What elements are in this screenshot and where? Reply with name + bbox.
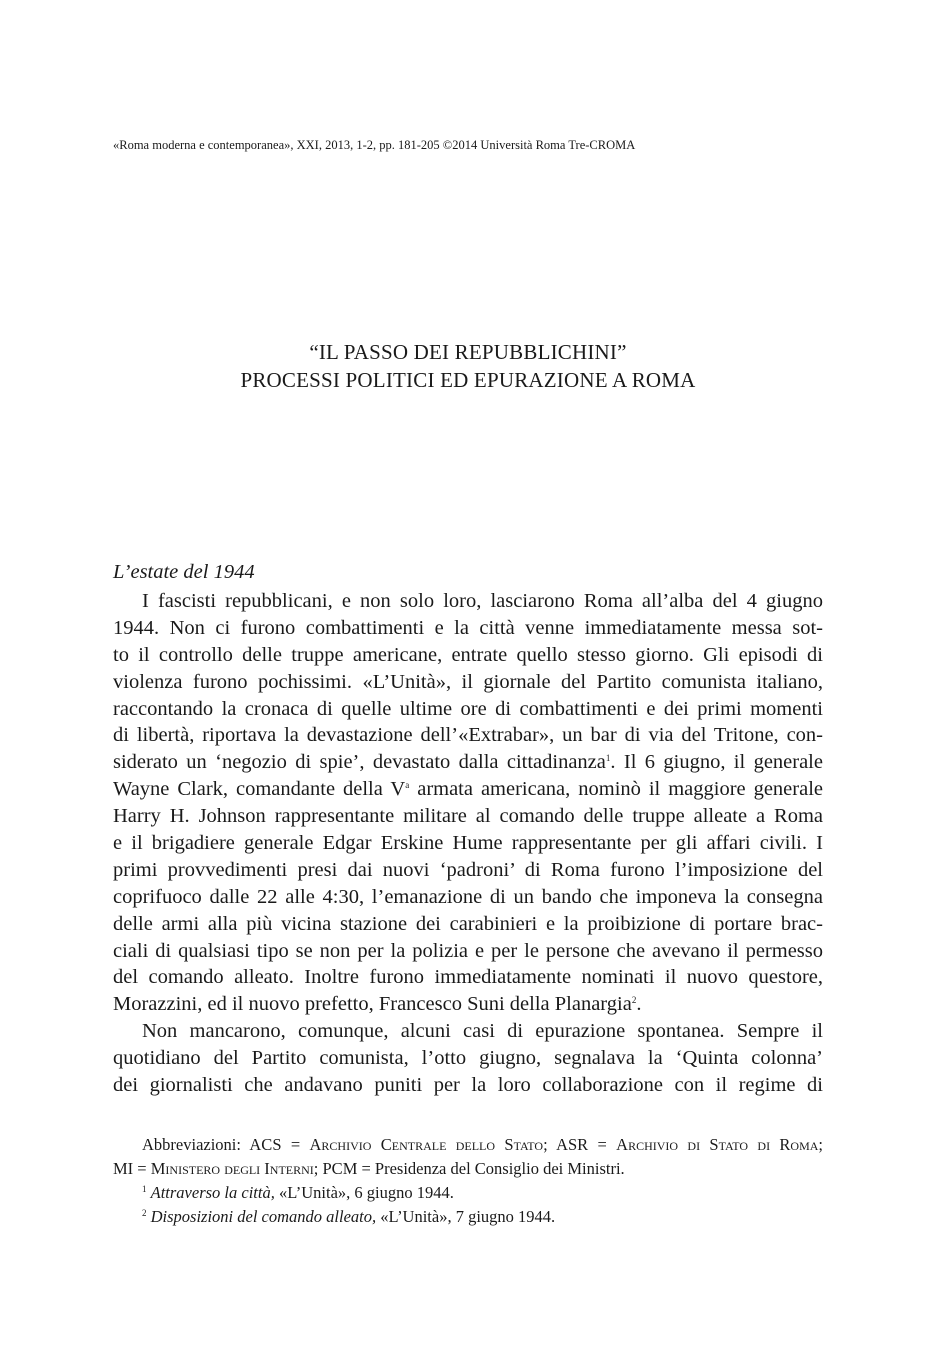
note-text: Abbreviazioni: ACS = (142, 1135, 310, 1154)
text-segment: Morazzini, ed il nuovo prefetto, Francesco Suni della Planargia (113, 993, 632, 1016)
footnote-number: 2 (142, 1208, 147, 1218)
text-line (113, 991, 823, 1018)
note-text: ; PCM = Presidenza del Consiglio dei Ministri. (313, 1159, 625, 1178)
text-line: e il brigadiere generale Edgar Erskine Hume rappresentante per gli affari civili. I (113, 832, 823, 855)
note-text: MI = (113, 1159, 151, 1178)
note-text: Archivio Centrale dello Stato (309, 1135, 544, 1154)
title-line-1: “IL PASSO DEI REPUBBLICHINI” (309, 340, 627, 364)
text-line: ciali di qualsiasi tipo se non per la polizia e per le persone che avevano il permesso (113, 939, 823, 962)
footnotes (113, 1133, 823, 1229)
ordinal-superscript: a (405, 780, 410, 791)
article-title (113, 338, 823, 394)
footnote-title: Attraverso la città, (150, 1183, 275, 1202)
note-text: Archivio di Stato di Roma (616, 1135, 819, 1154)
abbreviations-note-cont (113, 1157, 823, 1181)
note-text: Ministero degli Interni (150, 1159, 314, 1178)
text-line: delle armi alla più vicina stazione dei carabinieri e la proibizione di portare brac- (113, 912, 823, 935)
text-line: violenza furono pochissimi. «L’Unità», il giornale del Partito comunista italiano, (113, 670, 823, 693)
text-line: to il controllo delle truppe americane, entrate quello stesso giorno. Gli episodi di (113, 643, 823, 666)
footnote-2 (113, 1205, 823, 1229)
title-line-2: PROCESSI POLITICI ED EPURAZIONE A ROMA (240, 368, 696, 392)
text-line: Non mancarono, comunque, alcuni casi di epurazione spontanea. Sempre il (142, 1020, 823, 1043)
text-line: raccontando la cronaca di quelle ultime ore di combattimenti e dei primi momenti (113, 697, 823, 720)
note-text: ; (818, 1135, 824, 1154)
journal-citation: «Roma moderna e contemporanea», XXI, 2013, 1-2, pp. 181-205 ©2014 Università Roma Tre-CROMA (113, 138, 636, 152)
text-line (113, 776, 823, 803)
note-text: «L’Unità», 7 giugno 1944. (376, 1207, 556, 1226)
footnote-1 (113, 1181, 823, 1205)
text-line: 1944. Non ci furono combattimenti e la città venne immediatamente messa sot- (113, 616, 823, 639)
footnote-number: 1 (142, 1184, 147, 1194)
text-line: I fascisti repubblicani, e non solo loro, lasciarono Roma all’alba del 4 giugno (142, 590, 823, 612)
text-segment: Wayne Clark, comandante della V (113, 778, 406, 801)
text-line: quotidiano del Partito comunista, l’otto giugno, segnalava la ‘Quinta colonna’ (113, 1047, 823, 1070)
text-line (113, 749, 823, 776)
footnote-marker-1: 1 (605, 753, 611, 764)
note-text: ; ASR = (543, 1135, 617, 1154)
body-text (113, 588, 823, 1099)
text-segment: . (636, 993, 642, 1016)
text-line: di libertà, riportava la devastazione dell’«Extrabar», un bar di via del Tritone, con- (113, 724, 823, 747)
text-line: dei giornalisti che andavano puniti per la loro collaborazione con il regime di (113, 1074, 823, 1097)
footnote-marker-2: 2 (631, 995, 637, 1006)
text-segment: armata americana, nominò il maggiore generale (409, 778, 824, 801)
text-segment: . Il 6 giugno, il generale (610, 751, 823, 774)
text-line: primi provvedimenti presi dai nuovi ‘padroni’ di Roma furono l’imposizione del (113, 858, 823, 881)
text-line: coprifuoco dalle 22 alle 4:30, l’emanazione di un bando che imponeva la consegna (113, 885, 823, 908)
footnote-title: Disposizioni del comando alleato, (150, 1207, 377, 1226)
text-line: del comando alleato. Inoltre furono immediatamente nominati il nuovo questore, (113, 966, 823, 989)
abbreviations-note (113, 1133, 823, 1157)
note-text: «L’Unità», 6 giugno 1944. (274, 1183, 454, 1202)
text-segment: siderato un ‘negozio di spie’, devastato dalla cittadinanza (113, 751, 606, 774)
text-line: Harry H. Johnson rappresentante militare al comando delle truppe alleate a Roma (113, 805, 823, 828)
section-heading: L’estate del 1944 (113, 561, 255, 583)
